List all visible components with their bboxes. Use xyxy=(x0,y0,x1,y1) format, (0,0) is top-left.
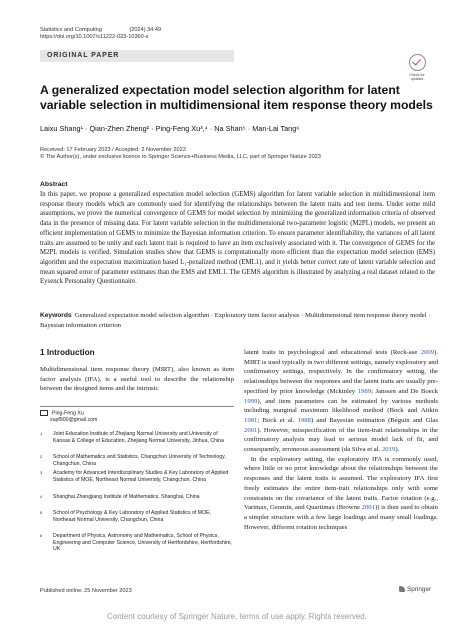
affiliation-item xyxy=(40,454,234,467)
check-updates-icon xyxy=(409,54,426,71)
affiliation-text: School of Psychology & Key Laboratory of Applied Statistics of MOE, Northeast Normal University, Changchun, China xyxy=(53,510,212,523)
abstract-heading: Abstract xyxy=(40,181,68,188)
citation-link[interactable]: 1989 xyxy=(357,387,372,395)
citation-link[interactable]: 2009 xyxy=(420,349,435,356)
paper-title: A generalized expectation model selection algorithm for latent variable selection in multidimensional item response theory models xyxy=(40,83,433,112)
published-online: Published online: 25 November 2023 xyxy=(40,588,132,594)
intro-text-segment: latent traits in psychological and educational tests (Reck-ase xyxy=(244,349,421,356)
publisher-name: Springer xyxy=(407,586,432,593)
citation-link[interactable]: 1999 xyxy=(244,397,258,405)
affiliation-number: 1 xyxy=(40,431,43,436)
springer-horse-icon xyxy=(399,586,405,592)
keywords xyxy=(40,311,435,330)
abstract-text: In this paper, we propose a generalized expectation model selection (GEMS) algorithm for latent variable selection in multidimensional item response theory models which are commonly used for identifying the relationships between the latent traits and test items. Under some mild assumptions, we prove the numerical convergence of GEMS for model selection by minimizing the generalized information criteria of observed data in the presence of missing data. For latent variable selection in the multidimensional two-parameter logistic (M2PL) models, we present an efficient implementation of GEMS to minimize the Bayesian information criterion. To ensure parameter identifiability, the variances of all latent traits are assumed to be unity and each latent trait is required to have an item exclusively associated with it. The convergence of GEMS for the M2PL models is verified. Simulation studies show that GEMS is computationally more efficient than the expectation model selection (EMS) algorithm and the expectation maximization based L₁-penalized method (EML1), and it yields better correct rate of latent variable selection and mean squared error of parameter estimates than the EMS and EML1. The GEMS algorithm is illustrated by analyzing a real dataset related to the Eysenck Personality Questionnaire. xyxy=(40,191,435,286)
citation-link[interactable]: 2019 xyxy=(381,446,396,454)
affiliation-number: 6 xyxy=(40,533,43,538)
publisher-logo xyxy=(399,586,431,593)
affiliation-number: 4 xyxy=(40,494,43,499)
running-header xyxy=(40,27,161,41)
intro-right-column xyxy=(244,348,438,532)
paragraph-indent xyxy=(244,456,251,463)
received-accepted-dates: Received: 17 February 2023 / Accepted: 2 November 2023 xyxy=(40,147,186,153)
intro-text-segment: ). xyxy=(395,446,400,454)
affiliation-text: Department of Physics, Astronomy and Mathematics, School of Physics, Engineering and Computer Science, University of Hertfordshire, Hertfordshire, UK xyxy=(53,533,233,553)
citation-link[interactable]: 1988 xyxy=(297,416,311,424)
intro-text-segment: In the exploratory setting, the exploratory IFA is commonly used, where little or no prior knowledge about the relationships between the responses and the latent traits is assumed. The exploratory IFA first freely estimates the entire item-trait relationships only with some constraints on the covariance of the latent traits. Factor rotation (e.g., Varimax, Geomin, and Quartimax (Browne xyxy=(244,455,438,512)
article-type-band xyxy=(40,50,234,62)
affiliation-number: 2 xyxy=(40,454,43,459)
affiliation-text: Academy for Advanced Interdisciplinary Studies & Key Laboratory of Applied Statistics of MOE, Northeast Normal University, Changchun, China xyxy=(53,470,229,483)
badge-line1: Check for xyxy=(409,73,425,77)
intro-text-segment: ). However, misspecification of the item-trait relationships in the confirmatory analysis may lead to serious model lack of fit, and consequently, erroneous assessment (da Silva et al. xyxy=(244,426,438,454)
badge-line2: updates xyxy=(410,77,424,82)
intro-text-segment: ) and Bayesian estimation (Béguin and Glas xyxy=(310,416,438,424)
journal-name: Statistics and Computing xyxy=(40,27,102,33)
corresponding-author: Ping-Feng Xu xyxy=(52,410,84,417)
correspondence xyxy=(40,410,234,424)
intro-text-segment: ). MIRT is used typically in two different settings, namely exploratory and confirmatory settings, respectively. In the confirmatory setting, the relationships between the responses and the latent traits are usually pre-specified by prior knowledge (Mckinley xyxy=(244,349,438,395)
journal-volume: (2024) 34:49 xyxy=(129,27,162,33)
intro-text-segment: ; Bock et al. xyxy=(257,416,298,424)
affiliation-text: Joint Education Institute of Zhejiang Normal University and University of Kansas & College of Education, Zhejiang Normal University, Jinhua, China xyxy=(53,431,224,444)
courtesy-notice: Content courtesy of Springer Nature, terms of use apply. Rights reserved. xyxy=(107,612,367,621)
doi-link[interactable]: https://doi.org/10.1007/s11222-023-10360-x xyxy=(40,34,149,41)
citation-link[interactable]: 1981 xyxy=(244,416,258,424)
envelope-icon xyxy=(40,410,48,416)
keywords-label: Keywords xyxy=(40,312,72,319)
article-type-label: ORIGINAL PAPER xyxy=(47,52,120,59)
article-dates xyxy=(40,147,321,162)
keywords-text: Generalized expectation model selection algorithm · Exploratory item factor analysis · Multidimensional item response theory model · Bayesian information criterion xyxy=(40,312,431,329)
intro-text-segment: ; Janssen and De Boeck xyxy=(371,387,439,395)
citation-link[interactable]: 2001 xyxy=(361,504,375,512)
citation-link[interactable]: 2001 xyxy=(244,426,258,434)
intro-text-segment: )) is then used to obtain a simpler structure with a few large loadings and many small loadings. However, different rotation techniques xyxy=(244,504,438,531)
introduction-heading: 1 Introduction xyxy=(40,348,95,357)
affiliation-item xyxy=(40,494,234,501)
footnote-rule xyxy=(40,406,234,407)
author-list: Laixu Shang¹ · Qian-Zhen Zheng² · Ping-Feng Xu³,⁴ · Na Shan⁵ · Man-Lai Tang⁶ xyxy=(40,124,300,133)
copyright-line: © The Author(s), under exclusive licence to Springer Science+Business Media, LLC, part of Springer Nature 2023 xyxy=(40,154,321,161)
corresponding-email[interactable]: xupf900@gmail.com xyxy=(50,416,98,423)
intro-left-column: Multidimensional item response theory (MIRT), also known as item factor analysis (IFA), is a useful tool to describe the relationship between the designed items and the intrinsic xyxy=(40,366,234,393)
affiliation-number: 5 xyxy=(40,510,43,515)
affiliation-item xyxy=(40,431,234,444)
intro-text-segment: ), and item parameters can be estimated by various methods including marginal maximum likelihood method (Bock and Aitkin xyxy=(244,397,438,415)
affiliation-item xyxy=(40,510,234,523)
affiliation-number: 3 xyxy=(40,470,43,475)
affiliation-item xyxy=(40,470,234,483)
check-for-updates-badge[interactable] xyxy=(400,54,434,81)
affiliation-text: School of Mathematics and Statistics, Changchun University of Technology, Changchun, China xyxy=(53,454,226,467)
affiliation-item xyxy=(40,533,234,553)
affiliation-text: Shanghai Zhangjiang Institute of Mathematics, Shanghai, China xyxy=(53,494,200,500)
